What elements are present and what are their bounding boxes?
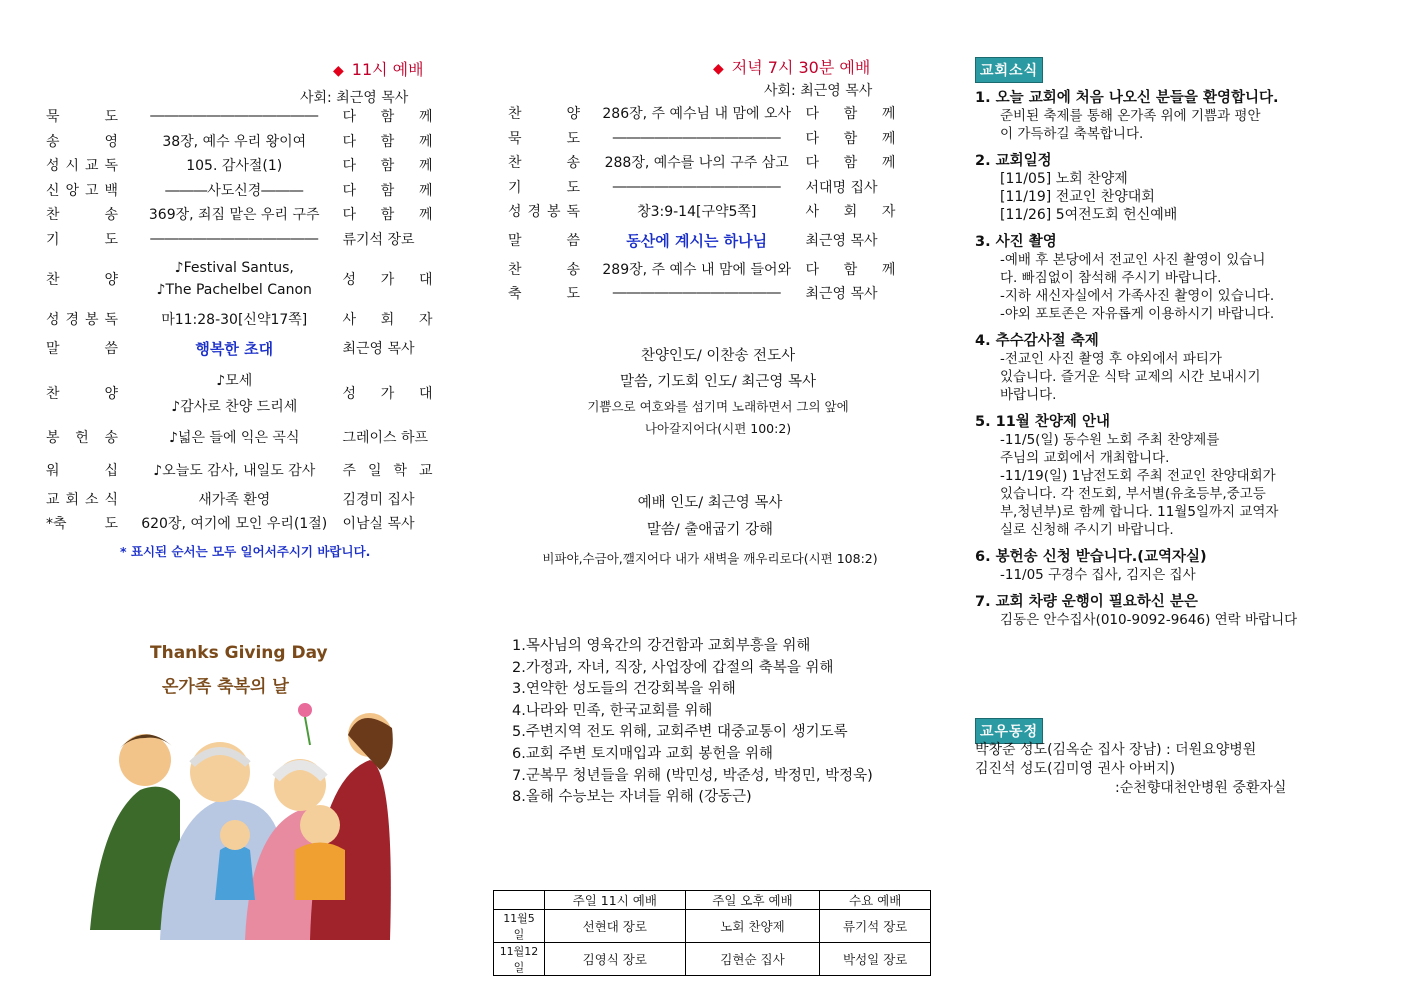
order-label: 찬 양 xyxy=(46,385,118,402)
order-person: 사 회 자 xyxy=(342,312,433,329)
news-body: -예배 후 본당에서 전교인 사진 촬영이 있습니 다. 빠짐없이 참석해 주시기 바랍니다. -지하 새신자실에서 가족사진 촬영이 있습니다. -야외 포토존은 자유롭게 이용하시기 바랍니다. xyxy=(1000,252,1275,322)
prayer-item: 3.연약한 성도들의 건강회복을 위해 xyxy=(512,681,736,698)
order-row xyxy=(46,307,442,332)
table-row xyxy=(494,943,931,976)
dawn-verse: 비파야,수금아,깰지어다 내가 새벽을 깨우리로다(시편 108:2) xyxy=(542,551,878,566)
order-content: 마11:28-30[신약17쪽] xyxy=(161,312,308,329)
order-label: 찬 양 xyxy=(508,106,580,123)
news-title: 2. 교회일정 xyxy=(975,153,1052,169)
thanks-title-ko: 온가족 축복의 날 xyxy=(162,677,289,697)
order-label: 묵 도 xyxy=(46,109,118,126)
order-content: ♪Festival Santus, ♪The Pachelbel Canon xyxy=(156,260,312,298)
prayer-item: 4.나라와 민족, 한국교회를 위해 xyxy=(512,702,713,719)
order-label: 신 앙 고 백 xyxy=(46,182,118,199)
order-person: 다 함 께 xyxy=(342,158,433,175)
order-person: 최근영 목사 xyxy=(805,286,878,303)
order-content: ―――――――――――― xyxy=(150,108,319,125)
order-person: 최근영 목사 xyxy=(805,233,878,249)
morning-order-table xyxy=(46,104,442,536)
news-body: -11/05 구경수 집사, 김지은 집사 xyxy=(1000,567,1196,583)
order-row xyxy=(508,281,904,306)
prayer-list xyxy=(512,636,873,809)
order-label: 성 경 봉 독 xyxy=(46,312,118,329)
order-row xyxy=(508,257,904,282)
order-label: 축 도 xyxy=(508,286,580,303)
order-label: 찬 송 xyxy=(46,207,118,224)
order-content: 105. 감사절(1) xyxy=(186,158,283,175)
order-person: 최근영 목사 xyxy=(342,341,415,357)
order-person: 다 함 께 xyxy=(805,130,896,147)
prayer-item: 2.가정과, 자녀, 직장, 사업장에 갑절의 축복을 위해 xyxy=(512,659,834,676)
order-content: 286장, 주 예수님 내 맘에 오사 xyxy=(602,106,792,123)
schedule-date: 11월5일 xyxy=(494,910,545,943)
order-person: 다 함 께 xyxy=(805,155,896,172)
standing-note: * 표시된 순서는 모두 일어서주시기 바랍니다. xyxy=(120,544,371,559)
order-person: 성 가 대 xyxy=(342,385,433,402)
order-row xyxy=(508,199,904,224)
order-person: 다 함 께 xyxy=(342,133,433,150)
friend-item: 김진석 성도(김미영 권사 아버지) xyxy=(975,761,1176,777)
news-item xyxy=(975,410,1360,539)
order-row xyxy=(46,202,442,227)
evening-worship-block xyxy=(528,343,908,439)
order-row xyxy=(508,126,904,151)
order-row xyxy=(46,454,442,487)
friend-item: :순천향대천안병원 중환자실 xyxy=(1115,780,1287,796)
order-label: 기 도 xyxy=(508,179,580,196)
order-row xyxy=(46,511,442,536)
news-section-badge xyxy=(975,57,1043,83)
order-row xyxy=(46,178,442,203)
schedule-header xyxy=(494,891,545,910)
order-content: 행복한 초대 xyxy=(195,339,274,358)
diamond-icon: ◆ xyxy=(333,63,344,79)
friends-badge-label: 교우동정 xyxy=(975,718,1043,744)
news-item xyxy=(975,590,1360,629)
order-content: 288장, 예수를 나의 구주 삼고 xyxy=(604,155,789,172)
news-body: 준비된 축제를 통해 온가족 위에 기쁨과 평안 이 가득하길 축복합니다. xyxy=(1000,108,1261,142)
news-item xyxy=(975,329,1360,404)
dawn-leader: 예배 인도/ 최근영 목사 xyxy=(637,495,783,511)
order-label: 말 씀 xyxy=(46,341,118,357)
diamond-icon: ◆ xyxy=(713,61,724,77)
order-row xyxy=(46,153,442,178)
evening-service-heading: ◆ 저녁 7시 30분 예배 xyxy=(713,58,871,77)
order-person: 주 일 학 교 xyxy=(342,463,433,479)
order-person: 다 함 께 xyxy=(805,261,896,278)
order-row xyxy=(46,251,442,307)
flower-icon xyxy=(298,703,312,717)
order-person: 사 회 자 xyxy=(805,204,896,221)
duty-schedule-table xyxy=(493,890,931,976)
schedule-cell: 선현대 장로 xyxy=(545,910,686,943)
verse-ref: 나아갈지어다(시편 100:2) xyxy=(644,421,792,436)
church-news-list xyxy=(975,86,1360,635)
news-title: 3. 사진 촬영 xyxy=(975,234,1057,250)
news-title: 5. 11월 찬양제 안내 xyxy=(975,414,1110,430)
prayer-item: 7.군복무 청년들을 위해 (박민성, 박준성, 박정민, 박정욱) xyxy=(512,767,873,784)
order-person: 다 함 께 xyxy=(342,207,433,224)
news-title: 6. 봉헌송 신청 받습니다.(교역자실) xyxy=(975,549,1207,565)
prayer-item: 8.올해 수능보는 자녀들 위해 (강동근) xyxy=(512,789,752,806)
order-content: ♪오늘도 감사, 내일도 감사 xyxy=(153,463,316,479)
prayer-leader: 말씀, 기도회 인도/ 최근영 목사 xyxy=(619,374,816,390)
order-person: 이남실 목사 xyxy=(342,516,415,533)
friends-news xyxy=(975,741,1286,798)
order-content: ―――사도신경――― xyxy=(165,182,304,199)
table-row xyxy=(494,910,931,943)
order-person: 성 가 대 xyxy=(342,272,433,288)
schedule-date: 11월12일 xyxy=(494,943,545,976)
order-label: 찬 양 xyxy=(46,272,118,288)
order-content: 38장, 예수 우리 왕이여 xyxy=(162,133,307,150)
verse-line: 기쁨으로 여호와를 섬기며 노래하면서 그의 앞에 xyxy=(587,399,849,414)
order-row xyxy=(46,487,442,512)
order-content: ―――――――――――― xyxy=(612,285,781,302)
morning-service-heading: ◆ 11시 예배 xyxy=(333,60,424,79)
order-person: 그레이스 하프 xyxy=(342,430,429,446)
dawn-worship-block xyxy=(500,490,920,574)
order-content: ―――――――――――― xyxy=(150,230,319,247)
order-content: 새가족 환영 xyxy=(198,491,271,508)
order-person: 다 함 께 xyxy=(805,106,896,123)
thanks-title-en: Thanks Giving Day xyxy=(150,643,328,663)
order-content: 620장, 여기에 모인 우리(1절) xyxy=(141,516,328,533)
order-row xyxy=(46,227,442,252)
order-person: 류기석 장로 xyxy=(342,231,415,248)
schedule-cell: 김영식 장로 xyxy=(545,943,686,976)
news-badge-label: 교회소식 xyxy=(975,57,1043,83)
news-body: 김동은 안수집사(010-9092-9646) 연락 바랍니다 xyxy=(1000,612,1298,628)
order-label: 찬 송 xyxy=(508,261,580,278)
prayer-item: 5.주변지역 전도 위해, 교회주변 대중교통이 생기도록 xyxy=(512,724,848,741)
schedule-cell: 김현순 집사 xyxy=(685,943,820,976)
news-item xyxy=(975,545,1360,584)
schedule-cell: 노회 찬양제 xyxy=(685,910,820,943)
order-content: ♪모세 ♪감사로 찬양 드리세 xyxy=(171,372,298,415)
news-body: [11/05] 노회 찬양제 [11/19] 전교인 찬양대회 [11/26] 5여전도회 헌신예배 xyxy=(1000,171,1178,223)
praise-leader: 찬양인도/ 이찬송 전도사 xyxy=(640,348,796,364)
news-title: 7. 교회 차량 운행이 필요하신 분은 xyxy=(975,594,1198,610)
order-content: ―――――――――――― xyxy=(612,129,781,146)
order-row xyxy=(508,175,904,200)
order-row xyxy=(508,101,904,126)
order-row xyxy=(508,224,904,257)
evening-order-table xyxy=(508,101,904,306)
order-content: 동산에 계시는 하나님 xyxy=(626,231,768,250)
order-label: 봉 헌 송 xyxy=(46,430,118,446)
news-item xyxy=(975,230,1360,323)
news-title: 1. 오늘 교회에 처음 나오신 분들을 환영합니다. xyxy=(975,90,1279,106)
news-item xyxy=(975,149,1360,224)
schedule-header: 수요 예배 xyxy=(820,891,931,910)
order-label: 성 시 교 독 xyxy=(46,158,118,175)
morning-presider: 사회: 최근영 목사 xyxy=(300,90,409,106)
order-label: 송 영 xyxy=(46,133,118,150)
order-content: 369장, 죄짐 맡은 우리 구주 xyxy=(148,207,320,224)
order-label: 성 경 봉 독 xyxy=(508,204,580,221)
order-row xyxy=(508,150,904,175)
order-label: 기 도 xyxy=(46,231,118,248)
schedule-cell: 류기석 장로 xyxy=(820,910,931,943)
order-content: 창3:9-14[구약5쪽] xyxy=(637,204,757,221)
schedule-header: 주일 오후 예배 xyxy=(685,891,820,910)
news-title: 4. 추수감사절 축제 xyxy=(975,333,1099,349)
schedule-cell: 박성일 장로 xyxy=(820,943,931,976)
order-label: *축 도 xyxy=(46,516,118,533)
news-body: -11/5(일) 동수원 노회 주최 찬양제를 주님의 교회에서 개최합니다. -11/19(일) 1남전도회 주최 전교인 찬양대회가 있습니다. 각 전도회, 부서별(유초등부,중고등 부,청년부)로 함께 합니다. 11월5일까지 교역자 실로 신청해 주시기 바랍니다. xyxy=(1000,432,1279,538)
order-person: 다 함 께 xyxy=(342,182,433,199)
prayer-item: 1.목사님의 영육간의 강건함과 교회부흥을 위해 xyxy=(512,638,811,654)
prayer-item: 6.교회 주변 토지매입과 교회 봉헌을 위해 xyxy=(512,745,773,762)
order-content: ―――――――――――― xyxy=(612,178,781,195)
order-row xyxy=(46,365,442,421)
order-content: ♪넓은 들에 익은 곡식 xyxy=(169,430,300,446)
order-label: 말 씀 xyxy=(508,233,580,249)
evening-presider: 사회: 최근영 목사 xyxy=(764,83,873,99)
order-row xyxy=(46,104,442,129)
friend-item: 박창준 성도(김옥순 집사 장남) : 더원요양병원 xyxy=(975,742,1257,758)
order-label: 찬 송 xyxy=(508,155,580,172)
schedule-header: 주일 11시 예배 xyxy=(545,891,686,910)
order-row xyxy=(46,421,442,454)
order-label: 워 십 xyxy=(46,463,118,479)
order-person: 서대명 집사 xyxy=(805,179,878,196)
news-body: -전교인 사진 촬영 후 야외에서 파티가 있습니다. 즐거운 식탁 교제의 시간 보내시기 바랍니다. xyxy=(1000,351,1261,403)
order-row xyxy=(46,129,442,154)
order-person: 김경미 집사 xyxy=(342,491,415,508)
order-row xyxy=(46,332,442,365)
order-person: 다 함 께 xyxy=(342,109,433,126)
order-content: 289장, 주 예수 내 맘에 들어와 xyxy=(602,261,792,278)
dawn-sermon: 말씀/ 출애굽기 강해 xyxy=(646,522,774,538)
family-illustration xyxy=(70,700,400,950)
order-label: 교 회 소 식 xyxy=(46,491,118,508)
news-item xyxy=(975,86,1360,143)
order-label: 묵 도 xyxy=(508,130,580,147)
